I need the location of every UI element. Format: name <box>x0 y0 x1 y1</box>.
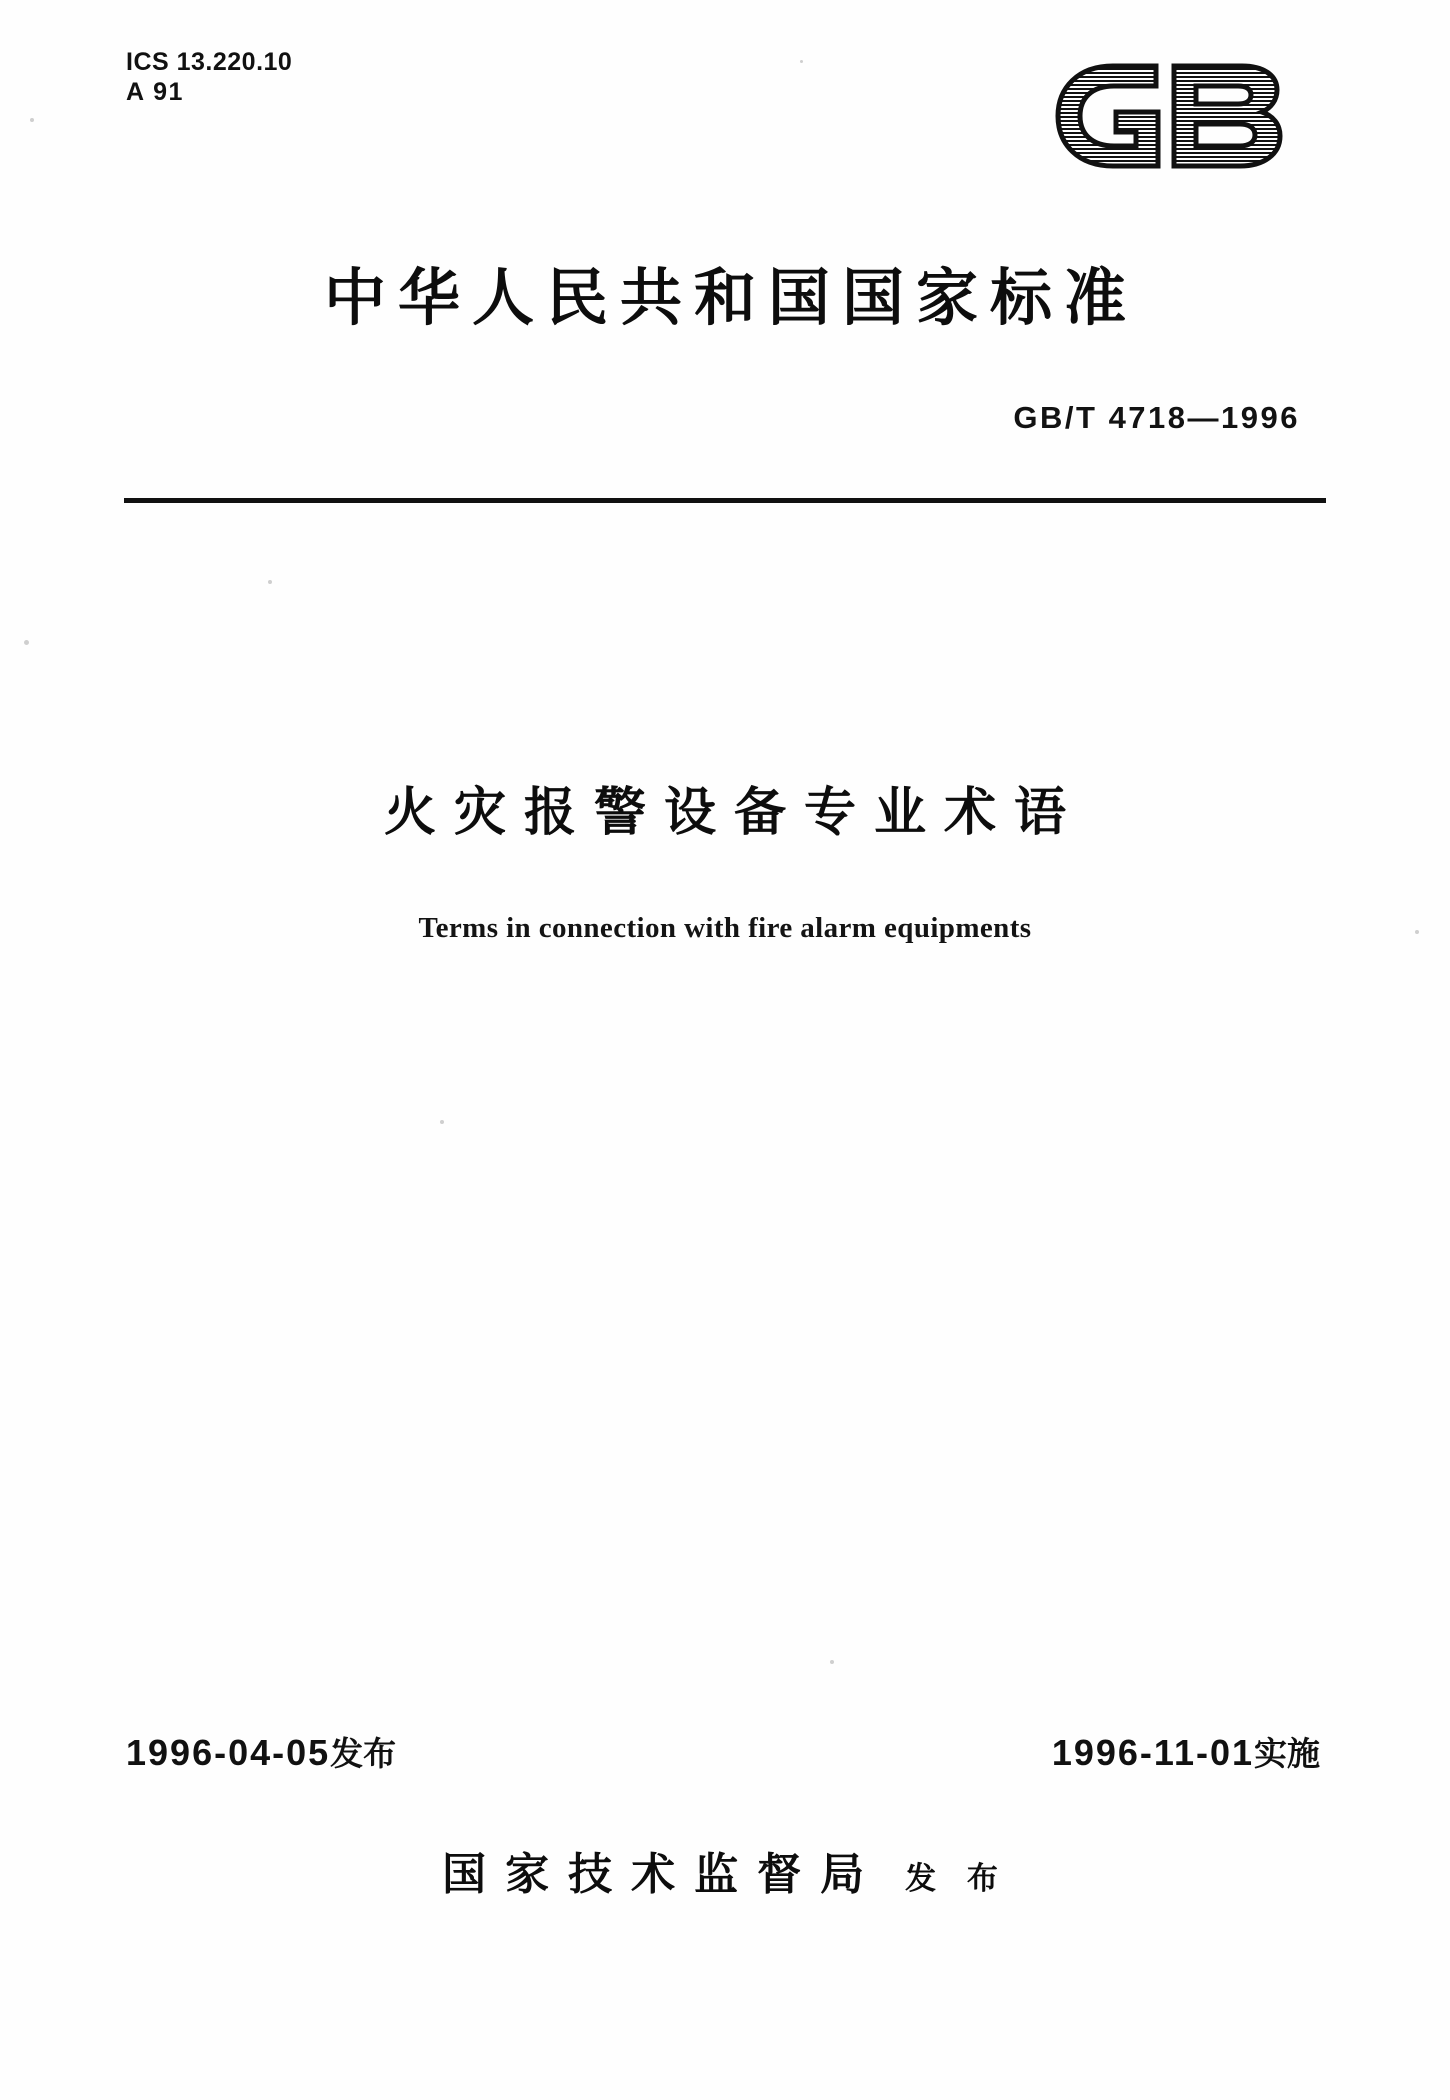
scan-speck <box>268 580 272 584</box>
scan-speck <box>30 118 34 122</box>
issue-date-label: 发布 <box>330 1734 397 1773</box>
standard-number: GB/T 4718—1996 <box>1013 400 1300 435</box>
classification-code: A 91 <box>126 77 184 106</box>
scan-speck <box>24 640 29 645</box>
document-title-chinese: 火灾报警设备专业术语 <box>383 783 1084 843</box>
issue-date-value: 1996-04-05 <box>126 1732 331 1773</box>
ics-code: ICS 13.220.10 <box>126 48 293 76</box>
issue-date <box>126 1728 396 1775</box>
classification-codes <box>126 48 292 107</box>
publisher-action: 发 布 <box>905 1861 1008 1897</box>
scan-speck <box>800 60 803 63</box>
effective-date <box>1052 1728 1320 1775</box>
scan-speck <box>440 1120 444 1124</box>
document-title-english: Terms in connection with fire alarm equipments <box>418 912 1032 944</box>
national-standard-title: 中华人民共和国国家标准 <box>323 261 1138 334</box>
effective-date-value: 1996-11-01 <box>1051 1732 1254 1773</box>
effective-date-label: 实施 <box>1254 1734 1320 1773</box>
publisher-name: 国家技术监督局 <box>442 1849 884 1900</box>
publisher-row <box>0 1838 1450 1902</box>
scan-speck <box>830 1660 834 1664</box>
gb-emblem-icon <box>1050 60 1300 172</box>
header-divider <box>124 498 1326 503</box>
